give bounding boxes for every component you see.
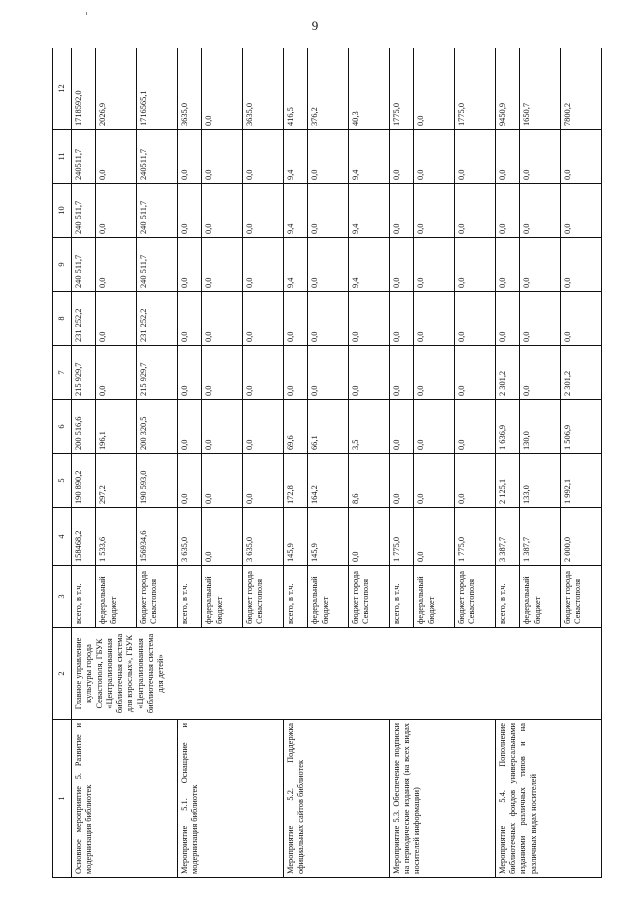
amount-cell: 0,0: [455, 400, 496, 454]
funding-source-cell: бюджет города Севастополя: [243, 566, 284, 628]
amount-cell: 0,0: [96, 130, 137, 184]
amount-cell: 215 929,7: [137, 346, 178, 400]
column-header-4: 4: [53, 508, 72, 566]
page-number: 9: [311, 18, 319, 33]
amount-cell: 0,0: [202, 400, 243, 454]
amount-cell: 0,0: [414, 238, 455, 292]
amount-cell: 416,5: [283, 48, 307, 130]
amount-cell: 0,0: [561, 130, 602, 184]
amount-cell: 0,0: [243, 184, 284, 238]
event-name-cell: Мероприятие 5.4. Пополнение библиотечных фондов универсальными изданиями различных типов и на различных видах носителей: [495, 720, 601, 878]
amount-cell: 66,1: [308, 400, 349, 454]
funding-source-cell: всего, в т.ч.: [389, 566, 413, 628]
amount-cell: 0,0: [495, 238, 519, 292]
amount-cell: 3635,0: [177, 48, 201, 130]
amount-cell: 3 635,0: [243, 508, 284, 566]
table-body: [72, 48, 602, 878]
amount-cell: 2 000,0: [561, 508, 602, 566]
amount-cell: 0,0: [455, 238, 496, 292]
amount-cell: 0,0: [243, 346, 284, 400]
amount-cell: 0,0: [349, 346, 390, 400]
amount-cell: 0,0: [455, 346, 496, 400]
amount-cell: 0,0: [243, 130, 284, 184]
funding-source-cell: бюджет города Севастополя: [137, 566, 178, 628]
amount-cell: 0,0: [561, 184, 602, 238]
amount-cell: 0,0: [349, 508, 390, 566]
amount-cell: 0,0: [520, 346, 561, 400]
amount-cell: 240511,7: [137, 130, 178, 184]
amount-cell: 0,0: [561, 292, 602, 346]
amount-cell: 0,0: [96, 238, 137, 292]
funding-source-cell: федеральный бюджет: [520, 566, 561, 628]
column-header-8: 8: [53, 292, 72, 346]
amount-cell: 1716565,1: [137, 48, 178, 130]
amount-cell: 156934,6: [137, 508, 178, 566]
event-name-cell: Основное мероприятие 5. Развитие и модернизация библиотек: [72, 720, 178, 878]
amount-cell: 0,0: [520, 184, 561, 238]
amount-cell: 0,0: [202, 48, 243, 130]
amount-cell: 0,0: [202, 130, 243, 184]
table-rotation-frame: [52, 48, 602, 878]
amount-cell: 1 775,0: [455, 508, 496, 566]
amount-cell: 0,0: [389, 238, 413, 292]
amount-cell: 0,0: [243, 238, 284, 292]
amount-cell: 0,0: [414, 400, 455, 454]
column-header-1: 1: [53, 720, 72, 878]
amount-cell: 240 511,7: [72, 184, 96, 238]
table-row: [495, 48, 519, 878]
amount-cell: 1718592,0: [72, 48, 96, 130]
amount-cell: 9,4: [283, 184, 307, 238]
funding-table: [52, 48, 602, 878]
amount-cell: 240511,7: [72, 130, 96, 184]
amount-cell: 0,0: [177, 238, 201, 292]
amount-cell: 1 387,7: [520, 508, 561, 566]
amount-cell: 2026,9: [96, 48, 137, 130]
amount-cell: 1 506,9: [561, 400, 602, 454]
amount-cell: 0,0: [308, 130, 349, 184]
amount-cell: 0,0: [495, 184, 519, 238]
column-header-11: 11: [53, 130, 72, 184]
amount-cell: 0,0: [202, 292, 243, 346]
amount-cell: 9,4: [283, 130, 307, 184]
amount-cell: 0,0: [414, 184, 455, 238]
amount-cell: 0,0: [308, 346, 349, 400]
amount-cell: 1775,0: [389, 48, 413, 130]
amount-cell: 0,0: [283, 346, 307, 400]
amount-cell: 0,0: [177, 400, 201, 454]
funding-source-cell: федеральный бюджет: [96, 566, 137, 628]
amount-cell: 190 593,0: [137, 454, 178, 508]
table-row: [177, 48, 201, 878]
amount-cell: 172,8: [283, 454, 307, 508]
amount-cell: 196,1: [96, 400, 137, 454]
amount-cell: 9,4: [349, 184, 390, 238]
amount-cell: 1 636,9: [495, 400, 519, 454]
amount-cell: 0,0: [389, 400, 413, 454]
funding-source-cell: бюджет города Севастополя: [561, 566, 602, 628]
amount-cell: 1650,7: [520, 48, 561, 130]
amount-cell: 0,0: [202, 238, 243, 292]
event-name-cell: Мероприятие 5.3. Обеспечение подписки на периодические издания (на всех видах носителей информации): [389, 720, 495, 878]
amount-cell: 2 125,1: [495, 454, 519, 508]
amount-cell: 0,0: [389, 184, 413, 238]
amount-cell: 0,0: [96, 346, 137, 400]
amount-cell: 0,0: [455, 454, 496, 508]
amount-cell: 9,4: [349, 238, 390, 292]
funding-source-cell: федеральный бюджет: [308, 566, 349, 628]
funding-source-cell: всего, в т.ч.: [283, 566, 307, 628]
amount-cell: 240 511,7: [137, 238, 178, 292]
amount-cell: 0,0: [308, 184, 349, 238]
amount-cell: 3 635,0: [177, 508, 201, 566]
amount-cell: 145,9: [283, 508, 307, 566]
amount-cell: 190 890,2: [72, 454, 96, 508]
amount-cell: 0,0: [243, 400, 284, 454]
amount-cell: 376,2: [308, 48, 349, 130]
amount-cell: 8,6: [349, 454, 390, 508]
amount-cell: 0,0: [495, 292, 519, 346]
amount-cell: 0,0: [177, 130, 201, 184]
amount-cell: 215 929,7: [72, 346, 96, 400]
amount-cell: 0,0: [283, 292, 307, 346]
amount-cell: 1 992,1: [561, 454, 602, 508]
amount-cell: 240 511,7: [72, 238, 96, 292]
amount-cell: 0,0: [177, 346, 201, 400]
amount-cell: 0,0: [202, 454, 243, 508]
amount-cell: 69,6: [283, 400, 307, 454]
amount-cell: 3,5: [349, 400, 390, 454]
amount-cell: 130,0: [520, 400, 561, 454]
amount-cell: 0,0: [414, 48, 455, 130]
amount-cell: 0,0: [520, 292, 561, 346]
amount-cell: 0,0: [414, 346, 455, 400]
amount-cell: 40,3: [349, 48, 390, 130]
amount-cell: 0,0: [389, 346, 413, 400]
amount-cell: 0,0: [96, 184, 137, 238]
amount-cell: 3635,0: [243, 48, 284, 130]
amount-cell: 0,0: [455, 292, 496, 346]
amount-cell: 0,0: [414, 454, 455, 508]
amount-cell: 297,2: [96, 454, 137, 508]
executor-cell: Главное управление культуры города Севастополя, ГБУК «Централизованная библиотечная система для взрослых», ГБУК «Централизованная библиотечная система для детей»: [72, 628, 602, 720]
funding-source-cell: бюджет города Севастополя: [349, 566, 390, 628]
column-header-9: 9: [53, 238, 72, 292]
amount-cell: 7800,2: [561, 48, 602, 130]
scan-mark: [86, 12, 87, 15]
table-rotated-wrapper: [52, 48, 602, 878]
table-row: [389, 48, 413, 878]
amount-cell: 1 533,6: [96, 508, 137, 566]
column-header-5: 5: [53, 454, 72, 508]
amount-cell: 0,0: [308, 238, 349, 292]
amount-cell: 0,0: [202, 346, 243, 400]
table-row: [283, 48, 307, 878]
amount-cell: 158468,2: [72, 508, 96, 566]
amount-cell: 9,4: [283, 238, 307, 292]
amount-cell: 0,0: [455, 130, 496, 184]
amount-cell: 0,0: [243, 454, 284, 508]
column-header-7: 7: [53, 346, 72, 400]
column-header-6: 6: [53, 400, 72, 454]
amount-cell: 0,0: [177, 454, 201, 508]
amount-cell: 0,0: [561, 238, 602, 292]
funding-source-cell: всего, в т.ч.: [72, 566, 96, 628]
amount-cell: 0,0: [520, 130, 561, 184]
amount-cell: 0,0: [520, 238, 561, 292]
amount-cell: 0,0: [177, 184, 201, 238]
amount-cell: 0,0: [389, 130, 413, 184]
funding-source-cell: всего, в т.ч.: [177, 566, 201, 628]
column-header-2: 2: [53, 628, 72, 720]
amount-cell: 0,0: [349, 292, 390, 346]
amount-cell: 0,0: [96, 292, 137, 346]
amount-cell: 0,0: [414, 130, 455, 184]
amount-cell: 240 511,7: [137, 184, 178, 238]
amount-cell: 145,9: [308, 508, 349, 566]
event-name-cell: Мероприятие 5.2. Поддержка официальных сайтов библиотек: [283, 720, 389, 878]
funding-source-cell: бюджет города Севастополя: [455, 566, 496, 628]
amount-cell: 0,0: [455, 184, 496, 238]
amount-cell: 3 387,7: [495, 508, 519, 566]
amount-cell: 0,0: [389, 454, 413, 508]
amount-cell: 1775,0: [455, 48, 496, 130]
amount-cell: 2 301,2: [495, 346, 519, 400]
amount-cell: 0,0: [202, 184, 243, 238]
amount-cell: 9450,9: [495, 48, 519, 130]
funding-source-cell: всего, в т.ч.: [495, 566, 519, 628]
amount-cell: 0,0: [202, 508, 243, 566]
column-header-12: 12: [53, 48, 72, 130]
amount-cell: 200 320,5: [137, 400, 178, 454]
amount-cell: 231 252,2: [72, 292, 96, 346]
amount-cell: 164,2: [308, 454, 349, 508]
amount-cell: 0,0: [308, 292, 349, 346]
amount-cell: 1 775,0: [389, 508, 413, 566]
column-header-3: 3: [53, 566, 72, 628]
funding-source-cell: федеральный бюджет: [414, 566, 455, 628]
amount-cell: 0,0: [389, 292, 413, 346]
amount-cell: 0,0: [495, 130, 519, 184]
amount-cell: 9,4: [349, 130, 390, 184]
funding-source-cell: федеральный бюджет: [202, 566, 243, 628]
table-row: [72, 48, 96, 878]
column-header-10: 10: [53, 184, 72, 238]
amount-cell: 0,0: [414, 292, 455, 346]
table-header-row: [53, 48, 72, 878]
amount-cell: 0,0: [243, 292, 284, 346]
amount-cell: 0,0: [177, 292, 201, 346]
event-name-cell: Мероприятие 5.1. Оснащение и модернизация библиотек: [177, 720, 283, 878]
amount-cell: 133,0: [520, 454, 561, 508]
amount-cell: 0,0: [414, 508, 455, 566]
amount-cell: 200 516,6: [72, 400, 96, 454]
amount-cell: 2 301,2: [561, 346, 602, 400]
amount-cell: 231 252,2: [137, 292, 178, 346]
